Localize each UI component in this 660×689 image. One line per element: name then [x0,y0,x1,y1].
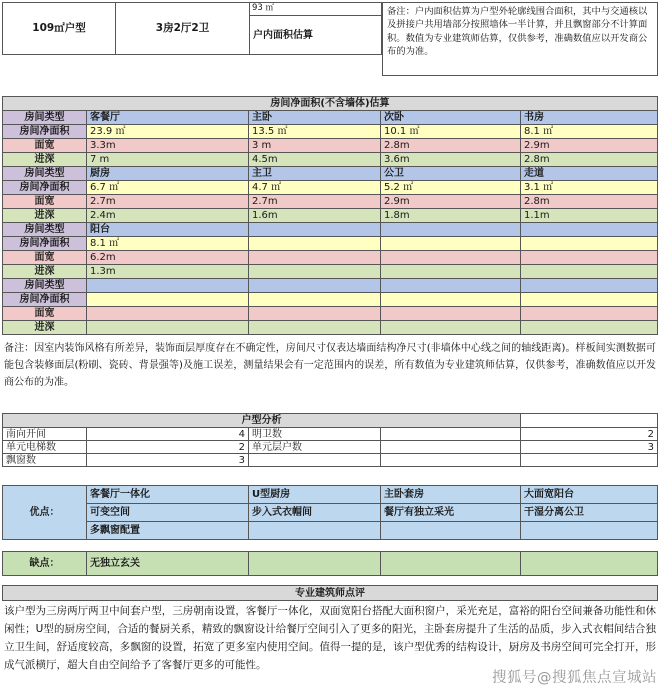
room-depth-value: 2.8m [521,153,658,167]
room-width-value: 2.8m [521,195,658,209]
room-area-value [249,237,381,251]
room-area-value [381,237,521,251]
room-area-value [381,293,521,307]
room-depth-value [87,321,249,335]
analysis-label: 单元电梯数 [3,441,87,454]
room-area-value: 6.7 ㎡ [87,181,249,195]
room-width-value: 2.8m [381,139,521,153]
header-note: 备注：户内面积估算为户型外轮廓线围合面积，其中与交通核以及拼接户共用墙部分按照墙体一半计算，并且飘窗部分不计算面积。数值为专业建筑师估算，仅供参考，准确数值应以开发商公布的为准。 [382,2,658,76]
pros-item: 餐厅有独立采光 [381,504,521,522]
room-area-value [87,293,249,307]
room-area-value: 5.2 ㎡ [381,181,521,195]
analysis-table [2,413,658,467]
cons-item [381,552,521,576]
room-width-value [87,307,249,321]
analysis-value: 2 [521,428,658,441]
net-area-table-title: 房间净面积(不含墙体)估算 [3,97,658,111]
room-width-value: 6.2m [87,251,249,265]
pros-item [521,522,658,540]
analysis-value: 3 [87,454,249,467]
analysis-label: 明卫数 [249,428,381,441]
room-type-value: 主卫 [249,167,381,181]
cons-label: 缺点： [3,552,87,576]
room-depth-value [521,321,658,335]
room-width-value [521,307,658,321]
room-type-value: 公卫 [381,167,521,181]
unit-layout-cell: 3房2厅2卫 [116,3,250,55]
pros-item: U型厨房 [249,486,381,504]
room-depth-value: 1.1m [521,209,658,223]
room-width-value: 2.9m [381,195,521,209]
row-label-room-type: 房间类型 [3,111,87,125]
pros-item: 主卧套房 [381,486,521,504]
room-depth-value: 7 m [87,153,249,167]
pros-label: 优点： [3,486,87,540]
analysis-value: 2 [87,441,249,454]
room-depth-value [249,321,381,335]
analysis-label: 飘窗数 [3,454,87,467]
row-label-net-area: 房间净面积 [3,181,87,195]
pros-item: 客餐厅一体化 [87,486,249,504]
pros-item [249,522,381,540]
room-depth-value: 1.3m [87,265,249,279]
room-area-value [521,293,658,307]
room-depth-value: 3.6m [381,153,521,167]
room-width-value [381,307,521,321]
watermark: 搜狐号@搜狐焦点宣城站 [492,670,657,686]
row-label-depth: 进深 [3,265,87,279]
row-label-width: 面宽 [3,307,87,321]
pros-table [2,485,658,540]
room-area-value: 10.1 ㎡ [381,125,521,139]
analysis-spacer [381,441,521,454]
room-area-value: 4.7 ㎡ [249,181,381,195]
pros-item: 可变空间 [87,504,249,522]
measurement-note: 备注：因室内装饰风格有所差异，装饰面层厚度存在不确定性，房间尺寸仅表达墙面结构净尺寸(非墙体中心线之间的轴线距离)。样板间实测数据可能包含装修面层(粉刷、瓷砖、背景强等)及施工误差，测量结果会有一定范围内的误差，所有数值为专业建筑师估算，仅供参考，准确数值应以开发商公布的为准。 [4,343,656,388]
analysis-header-spacer [521,414,658,428]
row-label-width: 面宽 [3,195,87,209]
room-type-value [87,279,249,293]
row-label-room-type: 房间类型 [3,167,87,181]
analysis-spacer [381,428,521,441]
room-area-value: 8.1 ㎡ [521,125,658,139]
room-depth-value: 1.6m [249,209,381,223]
review-title: 专业建筑师点评 [3,586,658,601]
cons-item [249,552,381,576]
room-width-value [381,251,521,265]
review-text: 该户型为三房两厅两卫中间套户型，三房朝南设置，客餐厅一体化，双面宽阳台搭配大面积窗户，采光充足，富裕的阳台空间兼备功能性和休闲性；U型的厨房空间，合适的餐厨关系，精致的飘窗设计给餐厅空间引入了更多的阳光，主卧套房提升了生活的品质，步入式衣帽间结合独立卫生间，舒适度较高，多飘窗的设置，拓宽了更多室内使用空间。值得一提的是，该户型优秀的结构设计，厨房及书房空间可完全打开，形成气派横厅，超大自由空间给予了客餐厅更多的可能性。 [4,605,656,671]
room-type-value: 书房 [521,111,658,125]
room-type-value: 客餐厅 [87,111,249,125]
analysis-value: 4 [87,428,249,441]
analysis-label [249,454,381,467]
pros-item: 大面宽阳台 [521,486,658,504]
room-area-value [521,237,658,251]
room-area-value [249,293,381,307]
pros-item [381,522,521,540]
analysis-label: 单元层户数 [249,441,381,454]
unit-size-cell: 109㎡户型 [3,3,116,55]
room-width-value [249,307,381,321]
header-block [2,2,382,55]
room-depth-value: 1.8m [381,209,521,223]
room-width-value [249,251,381,265]
analysis-spacer [381,454,521,467]
analysis-value: 3 [521,441,658,454]
room-depth-value [521,265,658,279]
room-type-value: 厨房 [87,167,249,181]
analysis-title: 户型分析 [3,414,521,428]
room-type-value [521,223,658,237]
room-depth-value: 4.5m [249,153,381,167]
row-label-room-type: 房间类型 [3,279,87,293]
analysis-label: 南向开间 [3,428,87,441]
analysis-value [521,454,658,467]
cons-item [521,552,658,576]
pros-item: 步入式衣帽间 [249,504,381,522]
room-width-value [521,251,658,265]
room-type-value [381,279,521,293]
pros-item: 多飘窗配置 [87,522,249,540]
room-area-value: 3.1 ㎡ [521,181,658,195]
pros-item: 干湿分离公卫 [521,504,658,522]
room-width-value: 2.9m [521,139,658,153]
row-label-net-area: 房间净面积 [3,125,87,139]
room-width-value: 3.3m [87,139,249,153]
row-label-room-type: 房间类型 [3,223,87,237]
indoor-area-value: 93 ㎡ [250,3,382,16]
room-depth-value [249,265,381,279]
room-type-value [521,279,658,293]
room-type-value: 次卧 [381,111,521,125]
room-area-value: 13.5 ㎡ [249,125,381,139]
room-type-value: 阳台 [87,223,249,237]
room-width-value: 3 m [249,139,381,153]
review-header [2,585,658,601]
row-label-width: 面宽 [3,139,87,153]
cons-item: 无独立玄关 [87,552,249,576]
row-label-depth: 进深 [3,209,87,223]
room-width-value: 2.7m [249,195,381,209]
room-type-value [381,223,521,237]
net-area-table [2,96,658,335]
row-label-width: 面宽 [3,251,87,265]
room-type-value: 走道 [521,167,658,181]
room-type-value: 主卧 [249,111,381,125]
room-depth-value [381,321,521,335]
cons-table [2,551,658,576]
room-width-value: 2.7m [87,195,249,209]
row-label-depth: 进深 [3,321,87,335]
row-label-depth: 进深 [3,153,87,167]
indoor-area-label: 户内面积估算 [250,16,382,55]
room-area-value: 8.1 ㎡ [87,237,249,251]
row-label-net-area: 房间净面积 [3,237,87,251]
room-depth-value [381,265,521,279]
room-depth-value: 2.4m [87,209,249,223]
room-area-value: 23.9 ㎡ [87,125,249,139]
room-type-value [249,279,381,293]
row-label-net-area: 房间净面积 [3,293,87,307]
room-type-value [249,223,381,237]
